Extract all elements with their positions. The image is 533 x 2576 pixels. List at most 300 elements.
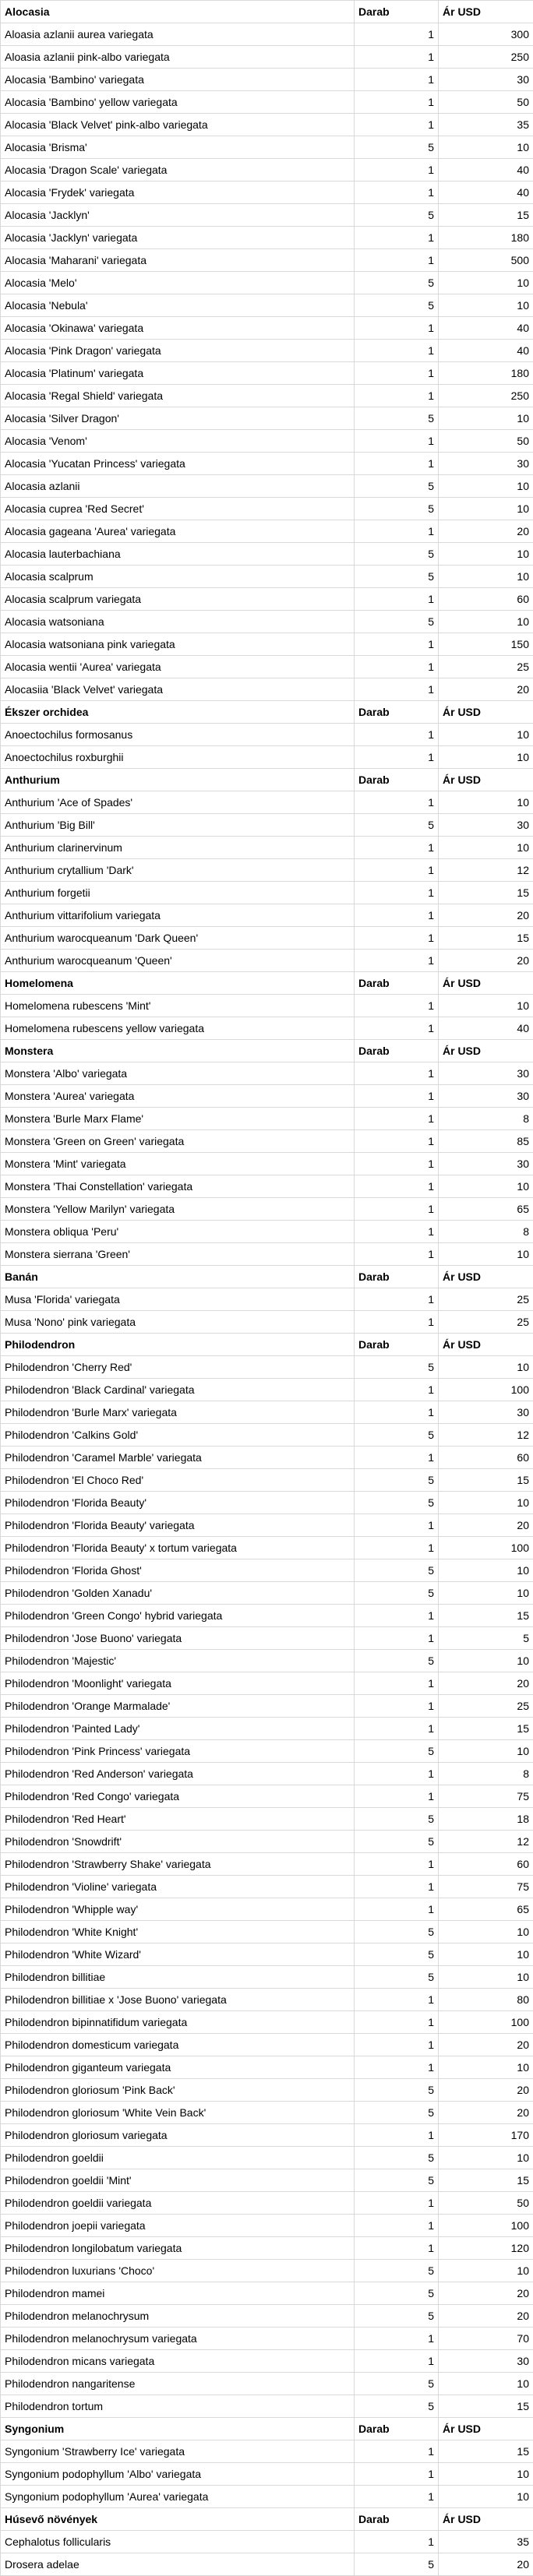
price-usd-cell[interactable]: 250 — [439, 46, 533, 69]
plant-name-cell[interactable]: Alocasiia 'Black Velvet' variegata — [1, 678, 355, 701]
quantity-header-cell[interactable]: Darab — [355, 1334, 439, 1356]
quantity-cell[interactable]: 1 — [355, 1989, 439, 2011]
price-usd-cell[interactable]: 10 — [439, 566, 533, 588]
quantity-header-cell[interactable]: Darab — [355, 2418, 439, 2440]
plant-name-cell[interactable]: Philodendron 'Burle Marx' variegata — [1, 1401, 355, 1424]
plant-name-cell[interactable]: Philodendron 'El Choco Red' — [1, 1469, 355, 1492]
plant-name-cell[interactable]: Philodendron 'Florida Beauty' x tortum variegata — [1, 1537, 355, 1559]
price-header-cell[interactable]: Ár USD — [439, 1334, 533, 1356]
plant-name-cell[interactable]: Alocasia 'Black Velvet' pink-albo variegata — [1, 114, 355, 136]
quantity-cell[interactable]: 1 — [355, 1108, 439, 1130]
price-usd-cell[interactable]: 65 — [439, 1198, 533, 1221]
quantity-cell[interactable]: 1 — [355, 724, 439, 746]
plant-name-cell[interactable]: Syngonium podophyllum 'Aurea' variegata — [1, 2486, 355, 2508]
quantity-cell[interactable]: 1 — [355, 2056, 439, 2079]
plant-name-cell[interactable]: Philodendron 'Violine' variegata — [1, 1876, 355, 1898]
quantity-cell[interactable]: 1 — [355, 656, 439, 678]
price-usd-cell[interactable]: 65 — [439, 1898, 533, 1921]
plant-name-cell[interactable]: Anthurium 'Ace of Spades' — [1, 791, 355, 814]
plant-name-cell[interactable]: Monstera sierrana 'Green' — [1, 1243, 355, 1266]
price-usd-cell[interactable]: 20 — [439, 2079, 533, 2102]
plant-name-cell[interactable]: Monstera 'Thai Constellation' variegata — [1, 1175, 355, 1198]
quantity-cell[interactable]: 5 — [355, 1582, 439, 1605]
quantity-cell[interactable]: 1 — [355, 249, 439, 272]
quantity-cell[interactable]: 1 — [355, 2192, 439, 2215]
price-usd-cell[interactable]: 10 — [439, 1559, 533, 1582]
price-usd-cell[interactable]: 10 — [439, 837, 533, 859]
quantity-cell[interactable]: 5 — [355, 475, 439, 498]
price-usd-cell[interactable]: 40 — [439, 1017, 533, 1040]
quantity-cell[interactable]: 5 — [355, 1921, 439, 1943]
quantity-cell[interactable]: 5 — [355, 1356, 439, 1379]
section-title-cell[interactable]: Alocasia — [1, 1, 355, 23]
plant-name-cell[interactable]: Philodendron tortum — [1, 2395, 355, 2418]
quantity-cell[interactable]: 5 — [355, 611, 439, 633]
section-title-cell[interactable]: Homelomena — [1, 972, 355, 995]
quantity-cell[interactable]: 1 — [355, 1062, 439, 1085]
price-usd-cell[interactable]: 8 — [439, 1108, 533, 1130]
plant-name-cell[interactable]: Alocasia watsoniana — [1, 611, 355, 633]
price-usd-cell[interactable]: 10 — [439, 1175, 533, 1198]
price-usd-cell[interactable]: 40 — [439, 340, 533, 362]
plant-name-cell[interactable]: Alocasia 'Dragon Scale' variegata — [1, 159, 355, 181]
plant-name-cell[interactable]: Philodendron micans variegata — [1, 2350, 355, 2373]
price-usd-cell[interactable]: 30 — [439, 453, 533, 475]
price-usd-cell[interactable]: 20 — [439, 904, 533, 927]
plant-name-cell[interactable]: Alocasia lauterbachiana — [1, 543, 355, 566]
quantity-cell[interactable]: 1 — [355, 520, 439, 543]
quantity-cell[interactable]: 1 — [355, 385, 439, 407]
quantity-cell[interactable]: 5 — [355, 294, 439, 317]
price-usd-cell[interactable]: 10 — [439, 2373, 533, 2395]
price-usd-cell[interactable]: 30 — [439, 814, 533, 837]
price-usd-cell[interactable]: 35 — [439, 114, 533, 136]
price-usd-cell[interactable]: 20 — [439, 678, 533, 701]
quantity-cell[interactable]: 1 — [355, 430, 439, 453]
price-usd-cell[interactable]: 10 — [439, 611, 533, 633]
quantity-cell[interactable]: 1 — [355, 1153, 439, 1175]
quantity-cell[interactable]: 1 — [355, 340, 439, 362]
plant-name-cell[interactable]: Alocasia 'Brisma' — [1, 136, 355, 159]
plant-name-cell[interactable]: Anthurium warocqueanum 'Queen' — [1, 950, 355, 972]
plant-name-cell[interactable]: Alocasia 'Bambino' yellow variegata — [1, 91, 355, 114]
plant-name-cell[interactable]: Alocasia scalprum variegata — [1, 588, 355, 611]
price-usd-cell[interactable]: 10 — [439, 407, 533, 430]
plant-name-cell[interactable]: Anthurium crytallium 'Dark' — [1, 859, 355, 882]
quantity-cell[interactable]: 1 — [355, 1763, 439, 1785]
quantity-cell[interactable]: 1 — [355, 1695, 439, 1718]
quantity-cell[interactable]: 1 — [355, 1627, 439, 1650]
price-usd-cell[interactable]: 70 — [439, 2328, 533, 2350]
quantity-cell[interactable]: 1 — [355, 2440, 439, 2463]
plant-name-cell[interactable]: Philodendron 'White Wizard' — [1, 1943, 355, 1966]
plant-name-cell[interactable]: Philodendron joepii variegata — [1, 2215, 355, 2237]
price-usd-cell[interactable]: 10 — [439, 791, 533, 814]
section-title-cell[interactable]: Philodendron — [1, 1334, 355, 1356]
plant-name-cell[interactable]: Alocasia wentii 'Aurea' variegata — [1, 656, 355, 678]
quantity-cell[interactable]: 1 — [355, 2124, 439, 2147]
price-usd-cell[interactable]: 30 — [439, 1153, 533, 1175]
plant-name-cell[interactable]: Cephalotus follicularis — [1, 2531, 355, 2553]
plant-name-cell[interactable]: Philodendron 'Red Heart' — [1, 1808, 355, 1831]
section-title-cell[interactable]: Húsevő növények — [1, 2508, 355, 2531]
price-usd-cell[interactable]: 10 — [439, 136, 533, 159]
price-usd-cell[interactable]: 180 — [439, 362, 533, 385]
quantity-cell[interactable]: 5 — [355, 204, 439, 227]
quantity-header-cell[interactable]: Darab — [355, 1266, 439, 1288]
price-usd-cell[interactable]: 15 — [439, 1718, 533, 1740]
quantity-cell[interactable]: 1 — [355, 159, 439, 181]
price-usd-cell[interactable]: 15 — [439, 2169, 533, 2192]
price-usd-cell[interactable]: 20 — [439, 2282, 533, 2305]
price-usd-cell[interactable]: 35 — [439, 2531, 533, 2553]
quantity-cell[interactable]: 5 — [355, 1424, 439, 1447]
quantity-cell[interactable]: 1 — [355, 1288, 439, 1311]
price-usd-cell[interactable]: 30 — [439, 2350, 533, 2373]
plant-name-cell[interactable]: Anthurium vittarifolium variegata — [1, 904, 355, 927]
price-usd-cell[interactable]: 20 — [439, 2305, 533, 2328]
price-usd-cell[interactable]: 18 — [439, 1808, 533, 1831]
quantity-cell[interactable]: 5 — [355, 136, 439, 159]
plant-name-cell[interactable]: Monstera 'Mint' variegata — [1, 1153, 355, 1175]
plant-name-cell[interactable]: Philodendron 'Strawberry Shake' variegata — [1, 1853, 355, 1876]
quantity-cell[interactable]: 5 — [355, 1808, 439, 1831]
price-usd-cell[interactable]: 180 — [439, 227, 533, 249]
plant-name-cell[interactable]: Philodendron melanochrysum variegata — [1, 2328, 355, 2350]
plant-name-cell[interactable]: Philodendron 'Snowdrift' — [1, 1831, 355, 1853]
plant-name-cell[interactable]: Alocasia azlanii — [1, 475, 355, 498]
price-usd-cell[interactable]: 500 — [439, 249, 533, 272]
quantity-cell[interactable]: 5 — [355, 2147, 439, 2169]
quantity-cell[interactable]: 5 — [355, 1943, 439, 1966]
plant-name-cell[interactable]: Alocasia 'Venom' — [1, 430, 355, 453]
price-usd-cell[interactable]: 50 — [439, 91, 533, 114]
plant-name-cell[interactable]: Anthurium warocqueanum 'Dark Queen' — [1, 927, 355, 950]
price-usd-cell[interactable]: 10 — [439, 1943, 533, 1966]
price-header-cell[interactable]: Ár USD — [439, 1040, 533, 1062]
quantity-cell[interactable]: 1 — [355, 904, 439, 927]
price-usd-cell[interactable]: 60 — [439, 1447, 533, 1469]
quantity-cell[interactable]: 1 — [355, 46, 439, 69]
plant-name-cell[interactable]: Monstera 'Yellow Marilyn' variegata — [1, 1198, 355, 1221]
price-usd-cell[interactable]: 100 — [439, 1537, 533, 1559]
price-usd-cell[interactable]: 15 — [439, 882, 533, 904]
price-usd-cell[interactable]: 10 — [439, 995, 533, 1017]
plant-name-cell[interactable]: Philodendron 'Orange Marmalade' — [1, 1695, 355, 1718]
plant-name-cell[interactable]: Alocasia 'Melo' — [1, 272, 355, 294]
quantity-cell[interactable]: 1 — [355, 1514, 439, 1537]
quantity-cell[interactable]: 1 — [355, 317, 439, 340]
plant-name-cell[interactable]: Philodendron goeldii variegata — [1, 2192, 355, 2215]
quantity-cell[interactable]: 1 — [355, 950, 439, 972]
quantity-cell[interactable]: 5 — [355, 407, 439, 430]
quantity-cell[interactable]: 1 — [355, 1379, 439, 1401]
quantity-cell[interactable]: 5 — [355, 1559, 439, 1582]
quantity-cell[interactable]: 5 — [355, 543, 439, 566]
price-usd-cell[interactable]: 15 — [439, 2395, 533, 2418]
plant-name-cell[interactable]: Philodendron 'Pink Princess' variegata — [1, 1740, 355, 1763]
price-usd-cell[interactable]: 10 — [439, 1921, 533, 1943]
plant-name-cell[interactable]: Monstera 'Green on Green' variegata — [1, 1130, 355, 1153]
quantity-cell[interactable]: 1 — [355, 1898, 439, 1921]
plant-name-cell[interactable]: Philodendron billitiae — [1, 1966, 355, 1989]
plant-name-cell[interactable]: Aloasia azlanii pink-albo variegata — [1, 46, 355, 69]
quantity-cell[interactable]: 1 — [355, 2034, 439, 2056]
price-header-cell[interactable]: Ár USD — [439, 972, 533, 995]
plant-name-cell[interactable]: Monstera 'Aurea' variegata — [1, 1085, 355, 1108]
plant-name-cell[interactable]: Philodendron 'Calkins Gold' — [1, 1424, 355, 1447]
quantity-cell[interactable]: 1 — [355, 1672, 439, 1695]
quantity-cell[interactable]: 1 — [355, 1221, 439, 1243]
price-usd-cell[interactable]: 20 — [439, 520, 533, 543]
plant-name-cell[interactable]: Anoectochilus formosanus — [1, 724, 355, 746]
quantity-cell[interactable]: 5 — [355, 2395, 439, 2418]
price-usd-cell[interactable]: 12 — [439, 859, 533, 882]
plant-name-cell[interactable]: Monstera 'Albo' variegata — [1, 1062, 355, 1085]
price-usd-cell[interactable]: 15 — [439, 1605, 533, 1627]
plant-name-cell[interactable]: Alocasia 'Bambino' variegata — [1, 69, 355, 91]
price-usd-cell[interactable]: 12 — [439, 1424, 533, 1447]
quantity-cell[interactable]: 5 — [355, 1740, 439, 1763]
quantity-cell[interactable]: 5 — [355, 2553, 439, 2576]
plant-name-cell[interactable]: Alocasia 'Jacklyn' variegata — [1, 227, 355, 249]
quantity-cell[interactable]: 5 — [355, 1966, 439, 1989]
plant-name-cell[interactable]: Alocasia 'Regal Shield' variegata — [1, 385, 355, 407]
plant-name-cell[interactable]: Alocasia 'Frydek' variegata — [1, 181, 355, 204]
quantity-cell[interactable]: 1 — [355, 995, 439, 1017]
quantity-cell[interactable]: 1 — [355, 2215, 439, 2237]
quantity-cell[interactable]: 1 — [355, 2463, 439, 2486]
plant-name-cell[interactable]: Alocasia 'Jacklyn' — [1, 204, 355, 227]
quantity-cell[interactable]: 1 — [355, 91, 439, 114]
quantity-cell[interactable]: 1 — [355, 1130, 439, 1153]
quantity-cell[interactable]: 1 — [355, 2350, 439, 2373]
price-usd-cell[interactable]: 80 — [439, 1989, 533, 2011]
plant-name-cell[interactable]: Philodendron gloriosum 'Pink Back' — [1, 2079, 355, 2102]
price-usd-cell[interactable]: 25 — [439, 1311, 533, 1334]
price-usd-cell[interactable]: 5 — [439, 1627, 533, 1650]
price-header-cell[interactable]: Ár USD — [439, 1, 533, 23]
price-usd-cell[interactable]: 10 — [439, 2463, 533, 2486]
price-usd-cell[interactable]: 15 — [439, 204, 533, 227]
section-title-cell[interactable]: Ékszer orchidea — [1, 701, 355, 724]
quantity-cell[interactable]: 1 — [355, 882, 439, 904]
plant-name-cell[interactable]: Philodendron billitiae x 'Jose Buono' variegata — [1, 1989, 355, 2011]
price-usd-cell[interactable]: 40 — [439, 317, 533, 340]
price-usd-cell[interactable]: 25 — [439, 656, 533, 678]
plant-name-cell[interactable]: Philodendron longilobatum variegata — [1, 2237, 355, 2260]
plant-name-cell[interactable]: Alocasia scalprum — [1, 566, 355, 588]
price-header-cell[interactable]: Ár USD — [439, 769, 533, 791]
price-usd-cell[interactable]: 10 — [439, 1582, 533, 1605]
plant-name-cell[interactable]: Philodendron bipinnatifidum variegata — [1, 2011, 355, 2034]
price-usd-cell[interactable]: 120 — [439, 2237, 533, 2260]
price-usd-cell[interactable]: 15 — [439, 927, 533, 950]
quantity-cell[interactable]: 1 — [355, 1785, 439, 1808]
price-usd-cell[interactable]: 10 — [439, 294, 533, 317]
price-usd-cell[interactable]: 25 — [439, 1288, 533, 1311]
plant-name-cell[interactable]: Homelomena rubescens yellow variegata — [1, 1017, 355, 1040]
plant-name-cell[interactable]: Musa 'Nono' pink variegata — [1, 1311, 355, 1334]
plant-name-cell[interactable]: Philodendron nangaritense — [1, 2373, 355, 2395]
section-title-cell[interactable]: Syngonium — [1, 2418, 355, 2440]
price-usd-cell[interactable]: 170 — [439, 2124, 533, 2147]
quantity-cell[interactable]: 1 — [355, 1085, 439, 1108]
plant-name-cell[interactable]: Philodendron 'Cherry Red' — [1, 1356, 355, 1379]
price-usd-cell[interactable]: 15 — [439, 1469, 533, 1492]
price-usd-cell[interactable]: 85 — [439, 1130, 533, 1153]
price-usd-cell[interactable]: 20 — [439, 2102, 533, 2124]
quantity-cell[interactable]: 1 — [355, 1853, 439, 1876]
quantity-cell[interactable]: 5 — [355, 498, 439, 520]
quantity-cell[interactable]: 1 — [355, 23, 439, 46]
price-header-cell[interactable]: Ár USD — [439, 701, 533, 724]
price-usd-cell[interactable]: 8 — [439, 1763, 533, 1785]
price-usd-cell[interactable]: 40 — [439, 181, 533, 204]
plant-name-cell[interactable]: Philodendron giganteum variegata — [1, 2056, 355, 2079]
quantity-cell[interactable]: 1 — [355, 362, 439, 385]
price-header-cell[interactable]: Ár USD — [439, 2508, 533, 2531]
plant-name-cell[interactable]: Philodendron 'Painted Lady' — [1, 1718, 355, 1740]
quantity-header-cell[interactable]: Darab — [355, 972, 439, 995]
quantity-cell[interactable]: 5 — [355, 2169, 439, 2192]
quantity-cell[interactable]: 1 — [355, 2011, 439, 2034]
quantity-cell[interactable]: 5 — [355, 2260, 439, 2282]
plant-name-cell[interactable]: Philodendron 'Moonlight' variegata — [1, 1672, 355, 1695]
quantity-cell[interactable]: 1 — [355, 633, 439, 656]
price-usd-cell[interactable]: 10 — [439, 1243, 533, 1266]
price-usd-cell[interactable]: 60 — [439, 1853, 533, 1876]
quantity-cell[interactable]: 5 — [355, 1650, 439, 1672]
plant-name-cell[interactable]: Philodendron 'Florida Beauty' variegata — [1, 1514, 355, 1537]
price-usd-cell[interactable]: 10 — [439, 746, 533, 769]
quantity-cell[interactable]: 1 — [355, 837, 439, 859]
section-title-cell[interactable]: Monstera — [1, 1040, 355, 1062]
plant-name-cell[interactable]: Anoectochilus roxburghii — [1, 746, 355, 769]
plant-name-cell[interactable]: Alocasia 'Yucatan Princess' variegata — [1, 453, 355, 475]
quantity-cell[interactable]: 1 — [355, 1243, 439, 1266]
price-usd-cell[interactable]: 150 — [439, 633, 533, 656]
price-usd-cell[interactable]: 30 — [439, 1062, 533, 1085]
quantity-header-cell[interactable]: Darab — [355, 1040, 439, 1062]
quantity-cell[interactable]: 1 — [355, 791, 439, 814]
quantity-cell[interactable]: 1 — [355, 2531, 439, 2553]
plant-name-cell[interactable]: Philodendron mamei — [1, 2282, 355, 2305]
plant-name-cell[interactable]: Anthurium forgetii — [1, 882, 355, 904]
price-header-cell[interactable]: Ár USD — [439, 1266, 533, 1288]
plant-name-cell[interactable]: Philodendron luxurians 'Choco' — [1, 2260, 355, 2282]
price-usd-cell[interactable]: 10 — [439, 2147, 533, 2169]
quantity-cell[interactable]: 1 — [355, 1198, 439, 1221]
plant-name-cell[interactable]: Alocasia cuprea 'Red Secret' — [1, 498, 355, 520]
price-usd-cell[interactable]: 10 — [439, 1492, 533, 1514]
price-usd-cell[interactable]: 10 — [439, 2486, 533, 2508]
plant-name-cell[interactable]: Syngonium podophyllum 'Albo' variegata — [1, 2463, 355, 2486]
price-usd-cell[interactable]: 10 — [439, 1966, 533, 1989]
quantity-cell[interactable]: 5 — [355, 1831, 439, 1853]
plant-name-cell[interactable]: Philodendron 'Whipple way' — [1, 1898, 355, 1921]
quantity-cell[interactable]: 1 — [355, 1311, 439, 1334]
price-usd-cell[interactable]: 30 — [439, 1085, 533, 1108]
quantity-cell[interactable]: 1 — [355, 2486, 439, 2508]
plant-name-cell[interactable]: Philodendron 'Florida Beauty' — [1, 1492, 355, 1514]
quantity-cell[interactable]: 1 — [355, 1447, 439, 1469]
plant-name-cell[interactable]: Monstera 'Burle Marx Flame' — [1, 1108, 355, 1130]
plant-name-cell[interactable]: Alocasia 'Maharani' variegata — [1, 249, 355, 272]
quantity-cell[interactable]: 1 — [355, 859, 439, 882]
quantity-cell[interactable]: 1 — [355, 453, 439, 475]
quantity-cell[interactable]: 1 — [355, 1718, 439, 1740]
plant-name-cell[interactable]: Philodendron domesticum variegata — [1, 2034, 355, 2056]
plant-name-cell[interactable]: Alocasia watsoniana pink variegata — [1, 633, 355, 656]
quantity-cell[interactable]: 1 — [355, 1401, 439, 1424]
quantity-header-cell[interactable]: Darab — [355, 1, 439, 23]
plant-name-cell[interactable]: Homelomena rubescens 'Mint' — [1, 995, 355, 1017]
price-usd-cell[interactable]: 15 — [439, 2440, 533, 2463]
quantity-cell[interactable]: 5 — [355, 2305, 439, 2328]
quantity-cell[interactable]: 1 — [355, 2328, 439, 2350]
price-header-cell[interactable]: Ár USD — [439, 2418, 533, 2440]
quantity-cell[interactable]: 5 — [355, 2373, 439, 2395]
quantity-cell[interactable]: 5 — [355, 814, 439, 837]
price-usd-cell[interactable]: 10 — [439, 272, 533, 294]
price-usd-cell[interactable]: 30 — [439, 69, 533, 91]
price-usd-cell[interactable]: 30 — [439, 1401, 533, 1424]
plant-name-cell[interactable]: Aloasia azlanii aurea variegata — [1, 23, 355, 46]
price-usd-cell[interactable]: 60 — [439, 588, 533, 611]
price-usd-cell[interactable]: 20 — [439, 2034, 533, 2056]
quantity-header-cell[interactable]: Darab — [355, 2508, 439, 2531]
plant-name-cell[interactable]: Drosera adelae — [1, 2553, 355, 2576]
plant-name-cell[interactable]: Philodendron melanochrysum — [1, 2305, 355, 2328]
plant-name-cell[interactable]: Philodendron 'Red Congo' variegata — [1, 1785, 355, 1808]
quantity-cell[interactable]: 1 — [355, 1175, 439, 1198]
plant-name-cell[interactable]: Philodendron 'Red Anderson' variegata — [1, 1763, 355, 1785]
price-usd-cell[interactable]: 10 — [439, 1650, 533, 1672]
plant-name-cell[interactable]: Alocasia 'Pink Dragon' variegata — [1, 340, 355, 362]
plant-name-cell[interactable]: Philodendron 'Jose Buono' variegata — [1, 1627, 355, 1650]
quantity-cell[interactable]: 1 — [355, 678, 439, 701]
plant-name-cell[interactable]: Musa 'Florida' variegata — [1, 1288, 355, 1311]
price-usd-cell[interactable]: 10 — [439, 2056, 533, 2079]
plant-name-cell[interactable]: Philodendron goeldii — [1, 2147, 355, 2169]
price-usd-cell[interactable]: 50 — [439, 430, 533, 453]
plant-name-cell[interactable]: Alocasia 'Okinawa' variegata — [1, 317, 355, 340]
price-usd-cell[interactable]: 250 — [439, 385, 533, 407]
quantity-cell[interactable]: 5 — [355, 2102, 439, 2124]
section-title-cell[interactable]: Banán — [1, 1266, 355, 1288]
quantity-cell[interactable]: 1 — [355, 1017, 439, 1040]
price-usd-cell[interactable]: 10 — [439, 2260, 533, 2282]
plant-name-cell[interactable]: Philodendron gloriosum variegata — [1, 2124, 355, 2147]
plant-name-cell[interactable]: Philodendron 'Golden Xanadu' — [1, 1582, 355, 1605]
price-usd-cell[interactable]: 100 — [439, 2011, 533, 2034]
quantity-header-cell[interactable]: Darab — [355, 701, 439, 724]
price-usd-cell[interactable]: 20 — [439, 2553, 533, 2576]
quantity-cell[interactable]: 1 — [355, 746, 439, 769]
plant-name-cell[interactable]: Alocasia gageana 'Aurea' variegata — [1, 520, 355, 543]
price-usd-cell[interactable]: 10 — [439, 1740, 533, 1763]
section-title-cell[interactable]: Anthurium — [1, 769, 355, 791]
price-usd-cell[interactable]: 10 — [439, 475, 533, 498]
quantity-cell[interactable]: 1 — [355, 2237, 439, 2260]
price-usd-cell[interactable]: 300 — [439, 23, 533, 46]
quantity-cell[interactable]: 1 — [355, 227, 439, 249]
price-usd-cell[interactable]: 20 — [439, 1672, 533, 1695]
price-usd-cell[interactable]: 50 — [439, 2192, 533, 2215]
quantity-cell[interactable]: 5 — [355, 566, 439, 588]
quantity-header-cell[interactable]: Darab — [355, 769, 439, 791]
